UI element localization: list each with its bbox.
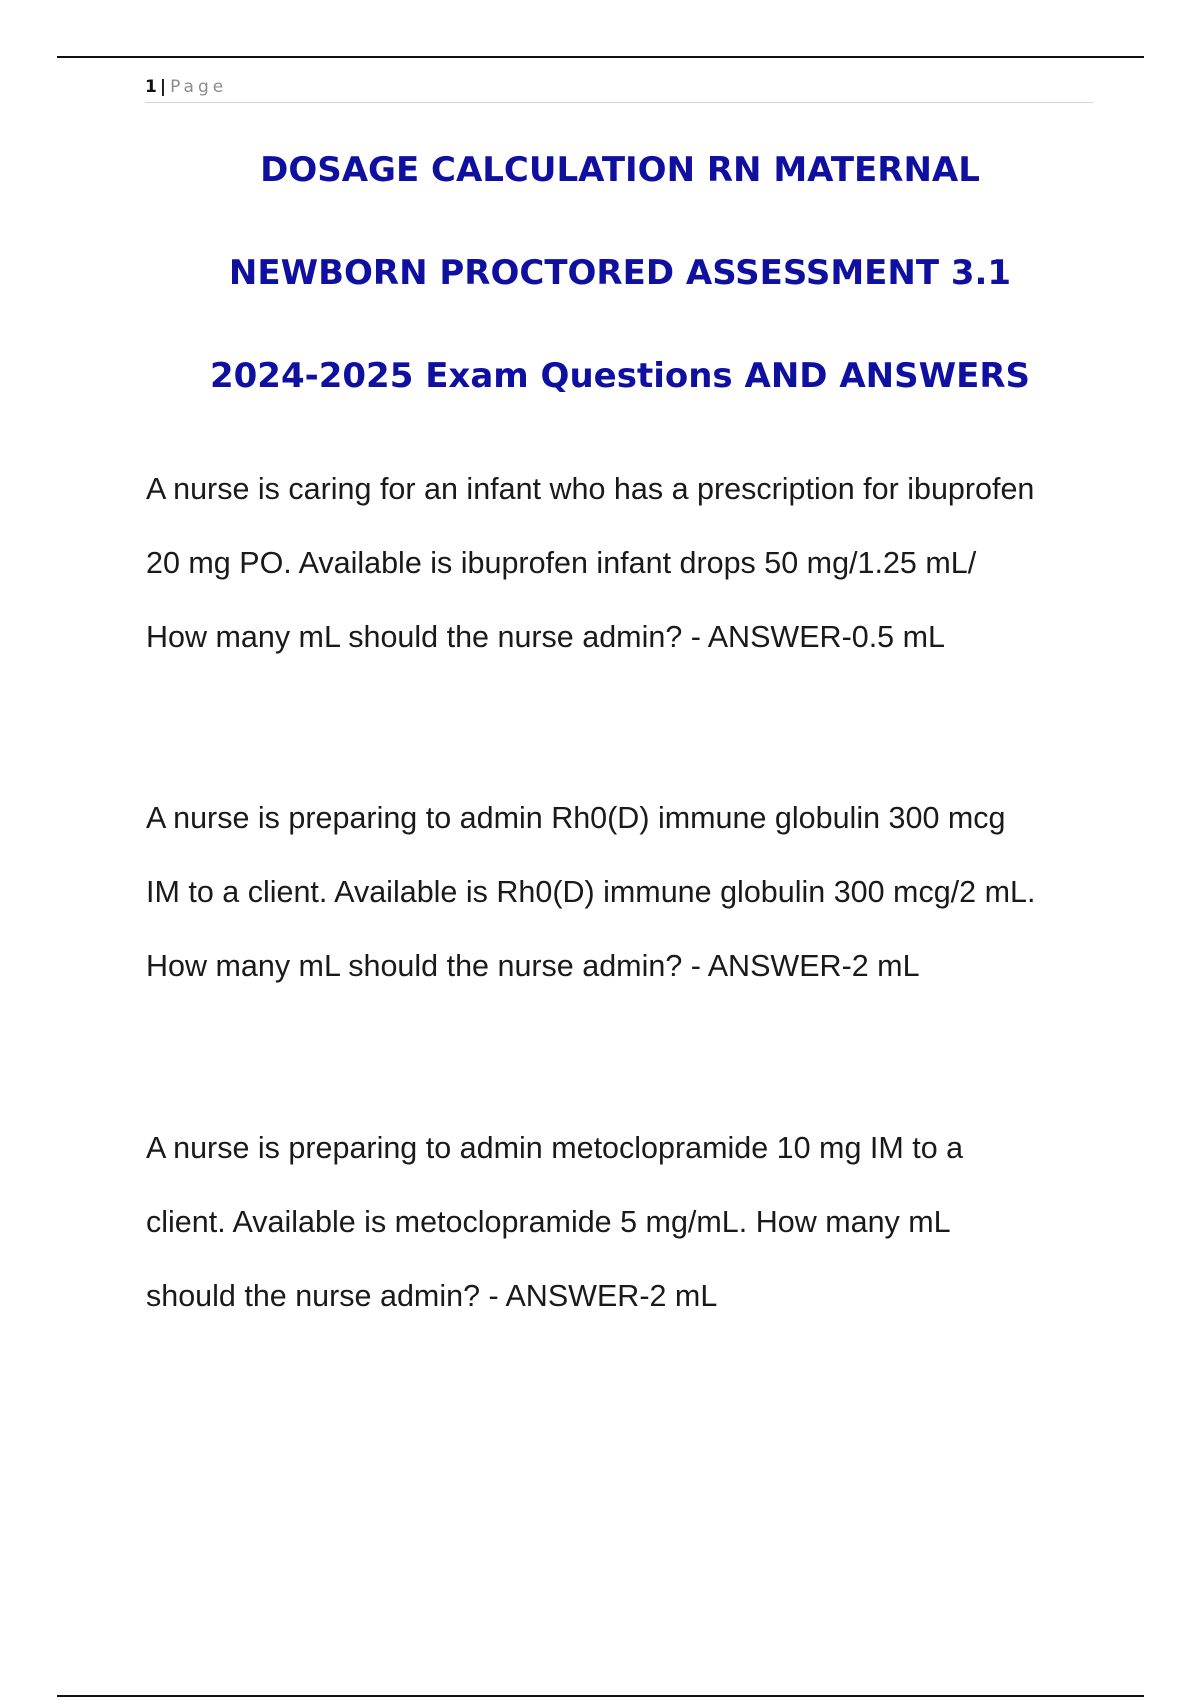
page-separator: |: [159, 77, 167, 97]
page-header: [145, 74, 1093, 103]
question-text-line: A nurse is preparing to admin Rh0(D) immune globulin 300 mcg: [146, 801, 1006, 835]
question-answer-line: How many mL should the nurse admin? - ANSWER-0.5 mL: [146, 620, 945, 654]
question-text-line: IM to a client. Available is Rh0(D) immune globulin 300 mcg/2 mL.: [146, 875, 1036, 909]
question-text-line: A nurse is preparing to admin metoclopramide 10 mg IM to a: [146, 1131, 964, 1165]
bottom-rule: [57, 1695, 1144, 1697]
question-block: [146, 781, 1106, 1003]
question-text-line: client. Available is metoclopramide 5 mg/mL. How many mL: [146, 1205, 951, 1239]
document-title-line-2: NEWBORN PROCTORED ASSESSMENT 3.1: [228, 253, 1012, 293]
document-title-line-1: DOSAGE CALCULATION RN MATERNAL: [260, 150, 980, 190]
top-rule: [57, 56, 1144, 58]
question-text-line: 20 mg PO. Available is ibuprofen infant drops 50 mg/1.25 mL/: [146, 546, 977, 580]
question-answer-line: How many mL should the nurse admin? - ANSWER-2 mL: [146, 949, 920, 983]
document-title-line-3: 2024-2025 Exam Questions AND ANSWERS: [209, 356, 1030, 396]
page-label: Page: [170, 77, 228, 97]
question-text-line: A nurse is caring for an infant who has a prescription for ibuprofen: [146, 472, 1035, 506]
question-answer-line: should the nurse admin? - ANSWER-2 mL: [146, 1279, 718, 1313]
page-number: 1: [145, 77, 157, 97]
question-block: [146, 452, 1106, 674]
question-block: [146, 1111, 1106, 1333]
